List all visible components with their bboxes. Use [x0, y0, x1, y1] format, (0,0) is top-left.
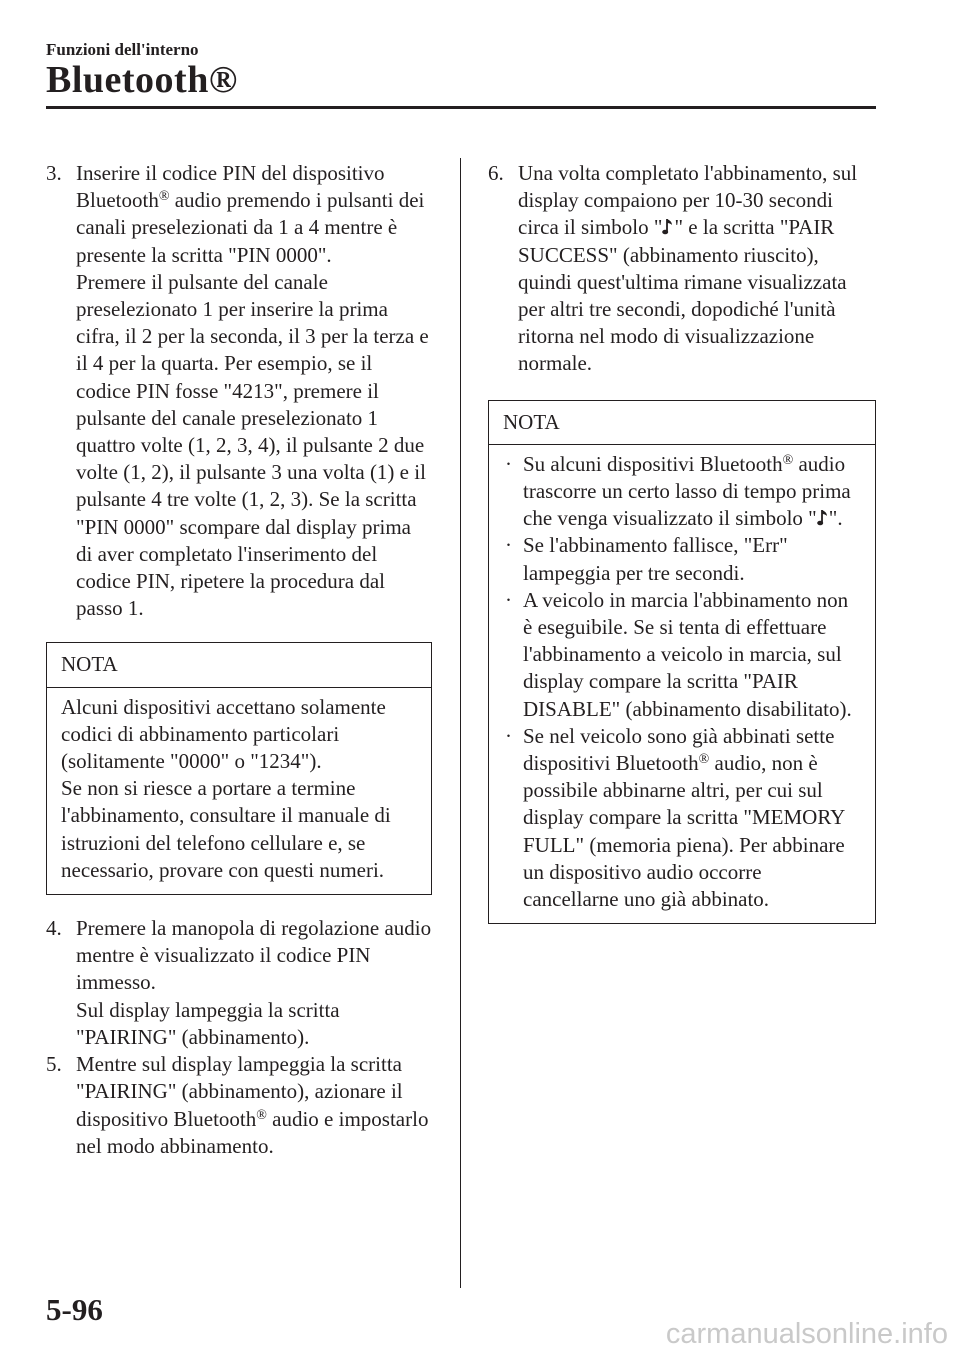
registered-mark: ®	[256, 1107, 267, 1123]
bullet-dot: ·	[505, 587, 512, 612]
registered-mark: ®	[158, 189, 170, 205]
note-heading: NOTA	[489, 401, 875, 445]
bluetooth-note-icon	[662, 218, 674, 236]
step-5	[46, 1051, 432, 1160]
step-3	[46, 160, 432, 622]
column-divider	[460, 158, 461, 1288]
step-6	[488, 160, 876, 378]
right-column	[488, 160, 876, 944]
watermark: carmanualsonline.info	[665, 1318, 948, 1350]
note-box-pairing	[488, 400, 876, 925]
page-title: Bluetooth®	[46, 59, 238, 101]
note-box-pin	[46, 642, 432, 895]
page-number: 5-96	[46, 1292, 103, 1327]
step-4-detail: Sul display lampeggia la scritta "PAIRING" (abbinamento).	[76, 997, 340, 1049]
section-label: Funzioni dell'interno	[46, 40, 199, 59]
step-6-number: 6.	[488, 161, 504, 185]
note-bullet-3: · A veicolo in marcia l'abbinamento non è eseguibile. Se si tenta di effettuare l'abbinamento a veicolo in marcia, sul display compare la scritta "PAIR DISABLE" (abbinamento disabilitato).	[503, 587, 861, 723]
step-6-instruction: Una volta completato l'abbinamento, sul display compaiono per 10-30 secondi circa il simbolo " " e la scritta "PAIR SUCCESS" (abbinamento riuscito), quindi quest'ultima rimane visualizzata per altri tre secondi, dopodiché l'unità ritorna nel modo di visualizzazione normale.	[518, 161, 858, 376]
bullet-dot: ·	[505, 723, 512, 748]
bullet-dot: ·	[505, 451, 512, 476]
note-pin-text-1: Alcuni dispositivi accettano solamente codici di abbinamento particolari (solitamente "0000" o "1234").	[61, 694, 386, 774]
registered-mark: ®	[782, 452, 794, 468]
step-5-instruction: Mentre sul display lampeggia la scritta "PAIRING" (abbinamento), azionare il dispositivo Bluetooth® audio e impostarlo nel modo abbinamento.	[76, 1052, 429, 1158]
note-bullet-4: · Se nel veicolo sono già abbinati sette dispositivi Bluetooth® audio, non è possibile abbinarne altri, per cui sul display compare la scritta "MEMORY FULL" (memoria piena). Per abbinare un dispositivo audio occorre cancellarne uno già abbinato.	[503, 723, 861, 913]
step-3-number: 3.	[46, 161, 62, 185]
bullet-dot: ·	[505, 533, 512, 558]
step-4-instruction: Premere la manopola di regolazione audio mentre è visualizzato il codice PIN immesso.	[76, 916, 432, 995]
note-heading: NOTA	[47, 643, 431, 687]
step-5-number: 5.	[46, 1052, 62, 1077]
step-3-instruction: Inserire il codice PIN del dispositivo Bluetooth® audio premendo i pulsanti dei canali preselezionati da 1 a 4 mentre è presente la scritta "PIN 0000".	[76, 161, 425, 267]
step-4-number: 4.	[46, 916, 62, 941]
registered-mark: ®	[698, 752, 710, 768]
note-bullet-2: · Se l'abbinamento fallisce, "Err" lampeggia per tre secondi.	[503, 532, 861, 586]
bluetooth-note-icon	[817, 509, 829, 527]
step-4	[46, 915, 432, 1051]
title-rule	[46, 106, 876, 109]
note-bullet-1: · Su alcuni dispositivi Bluetooth® audio trascorre un certo lasso di tempo prima che venga visualizzato il simbolo " ".	[503, 451, 861, 533]
step-3-detail: Premere il pulsante del canale preselezionato 1 per inserire la prima cifra, il 2 per la seconda, il 3 per la terza e il 4 per la quarta. Per esempio, se il codice PIN fosse "4213", premere il pulsante del canale preselezionato 1 quattro volte (1, 2, 3, 4), il pulsante 2 due volte (1, 2), il pulsante 3 una volta (1) e il pulsante 4 tre volte (1, 2, 3). Se la scritta "PIN 0000" scompare dal display prima di aver completato l'inserimento del codice PIN, ripetere la procedura dal passo 1.	[76, 269, 429, 621]
note-pin-text-2: Se non si riesce a portare a termine l'abbinamento, consultare il manuale di istruzioni del telefono cellulare e, se necessario, provare con questi numeri.	[61, 776, 391, 882]
left-column	[46, 160, 432, 1160]
